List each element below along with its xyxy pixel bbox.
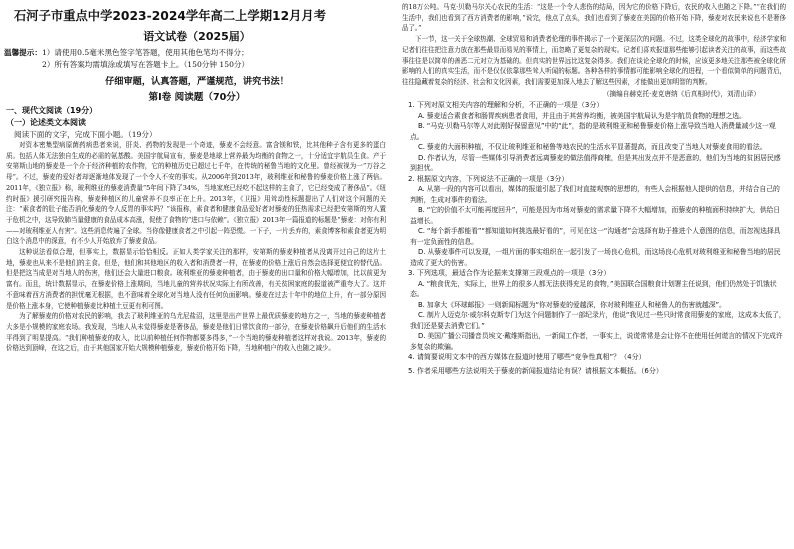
reading-instruction: 阅读下面的文字，完成下面小题。（19分） xyxy=(14,130,157,139)
question-3-option-a: A. “粮食优先，实际上，世界上的很多人都无法获得充足的食物，”美国联合国粮食计划署主任说到，他们仍然处于饥饿状态。 xyxy=(410,279,777,299)
passage-source: （摘编自赫克托·麦克唐纳《后真相时代》，刘清山译） xyxy=(602,89,760,98)
notice-motto: 仔细审题，认真答题，严谨规范，讲究书法！ xyxy=(105,76,289,87)
exam-title: 石河子市重点中学2023-2024学年高二上学期12月月考 xyxy=(14,9,327,23)
question-2-option-c: C. “每个新手都能看”“都知道如何挑选最好看的”，可见在这一“沟通者”会选择有助于推进个人意图的信息，而忽视选择具有一定负面性的信息。 xyxy=(410,227,781,246)
question-2-stem: 2. 根据原文内容，下列说法不正确的一项是（3分） xyxy=(408,174,569,183)
question-1-option-c: C. 藜麦的大面积种植，不仅让玻利维亚和秘鲁等地农民的生活水平显著提高，而且改变了当地人对藜麦食用的看法。 xyxy=(418,143,767,152)
question-3-stem: 3. 下列选项，最适合作为论据来支撑第三段观点的一项是（3分） xyxy=(408,269,611,278)
question-1-stem: 1. 下列对原文相关内容的理解和分析，不正确的一项是（3分） xyxy=(408,101,604,110)
question-1-option-a: A. 藜麦适合素食者和肠胃疾病患者食用，并且由于其营养均衡，被美国宇航局认为是宇航员食物的理想之选。 xyxy=(418,111,746,120)
notice-label: 温馨提示： xyxy=(4,48,42,57)
passage-paragraph: 下一节，这一关于全球热潮、全球贸易和消费者伦理的事件揭示了一个更深层次的问题。不过，这类全球化的故事中，经济学家和记者们往往把注意力放在那些最显而易见的事情上，而忽略了更复杂的现实。记者们喜欢报道那些能够引起读者关注的故事，而这些故事往往是以简单的善恶二元对立为基础的。但真实的世界远比这复杂得多。我们在谈论全球化的时候，应该更多地关注那些被全球化所影响的人们的真实生活，而不是仅仅依靠那些耸人听闻的标题。各种各样的事情都可能影响全球化的进程，一个看似简单的问题背后，往往隐藏着复杂的经济、社会和文化因素，我们需要更加深入地去了解这些因素，才能做出更加明智的判断。 xyxy=(402,35,786,86)
question-4-stem: 4. 请简要说明文本中的西方媒体在报道时使用了哪些“竞争性真相”？（4分） xyxy=(408,353,646,362)
question-2-option-b: B. “它的价值不太可能再度回升”，可能是因为市场对藜麦的需求量下降不大幅增加，而藜麦的种植面积持续扩大，供给日益增长。 xyxy=(410,206,781,225)
question-5-stem: 5. 作者采用哪些方法说明关于藜麦的新闻报道结论有误？请根据文本概括。（6分） xyxy=(408,366,663,375)
part-heading: 一、现代文阅读（19分） xyxy=(6,106,98,115)
question-3-option-b: B. 加拿大《环球邮报》一则新闻标题为“你对藜麦的爱越深，你对玻利维亚人和秘鲁人的伤害就越深”。 xyxy=(418,300,726,309)
passage-paragraph: 这种说法看似合理，但事实上，数据显示恰恰相反。正如人类学家关注的那样，安第斯的藜麦种植者从没离开过自己的这片土地，藜麦也从来不是他们的主食。但是，他们和其他地区的收入者和消费者一样，在藜麦的价格上涨后自然会选择更便宜的替代品。但是把这当成是对当地人的伤害，他们还会大量进口粮食。玻利维亚的藜麦种植者，由于藜麦的出口量和价格大幅增加，比以前更为富有。而且，统计数据显示，在藜麦价格上涨期间，当地儿童的营养状况实际上有所改善，有关贫困家庭的报道被严重夸大了。这并不意味着西方消费者的担忧毫无根据，也不意味着全球化对当地人没有任何负面影响。藜麦在过去十年中的地位上升，有一部分原因是价格上涨本身，它使种植藜麦比种植土豆更有利可图。 xyxy=(6,248,386,310)
question-2-option-a: A. 从第一段的内容可以看出，媒体的报道引起了我们对直接观察的思想的，有些人会根据他人提供的信息，并结合自己的判断，生成对事件的看法。 xyxy=(410,185,780,204)
question-2-option-d: D. 从藜麦事件可以发现，一组片面的事实组织在一起引发了一场良心危机，而这场良心危机对玻利维亚和秘鲁当地的居民造成了更大的伤害。 xyxy=(410,248,781,267)
right-column xyxy=(400,0,790,549)
left-column xyxy=(0,0,394,549)
question-3-option-c: C. 制片人迈克尔·威尔科克斯专门为这个问题制作了一部纪录片，他说“我见过一些只时常食用藜麦的家庭，这成本太低了，我们还是要去消费它们。” xyxy=(410,311,786,330)
passage-paragraph: 对资本密集型病原菌药病患者来说，肝炎、药物的发现是一个奇迹，藜麦不会经意。富含镁和铁，比其他种子含有更多的蛋白质。包括人体无法独自生成的必需的氨基酸。美国宇航局宣布，藜麦是地球上营养最为均衡的食物之一，十分适宜宇航员生食。产于安第斯山地的藜麦是一个介于经济种植的农作物，它的种植历史已超过七千年，在传统的秘鲁当地的文化里。曾经被视为一“万谷之母”。不过，藜麦的爱好者却逐渐地体发现了一个令人不安的事实。从2006年到2013年，玻利维亚和秘鲁的藜麦价格上涨了两倍。2011年，《独立报》称，玻利维亚的藜麦消费量“5年间下降了34%，当地家庭已经吃不起这样的主食了，它已经变成了奢侈品”。《纽约时报》援引研究报告称，藜麦种植区的儿童营养不良率正在上升。2013年，《卫报》用耸动性标题提出了人们对这个问题的关注：“素食者的肚子能否消化藜麦的令人反胃的事实吗？”该报称，素食者和健康食品爱好者对藜麦的狂热需求已经把安第斯的穷人置于危机之中，这导致肺当量健康的食品成本高涨，促使了食物的“进口与依赖”。《独立报》2013年一篇报道的标题是“藜麦：对你有利——对玻利维亚人有害”。这些消息传遍了全球。当你像健康食者之中引起一阵恐慌。一下子，一片丢弃的，素食博客和素食者更为明白这个消息中的深意，有不少人开始放弃了藜麦食品。 xyxy=(6,141,386,246)
exam-subtitle: 语文试卷（2025届） xyxy=(143,30,251,43)
subpart-heading: （一）论述类文本阅读 xyxy=(6,118,86,127)
question-1-option-b: B. “马克·贝勒马尔等人对此刚好保留意见”中的“此”，指的是玻利维亚和秘鲁藜麦价格上涨导致当地人消费量减少这一观点。 xyxy=(410,122,776,141)
notice-line-1 xyxy=(4,47,386,59)
notice-line-2: 2）所有答案均需填涂或填写在答题卡上。（150分钟 150分） xyxy=(42,60,250,69)
question-3-option-d: D. 美国广播公司播音员埃文·戴维斯指出，一新闻工作者，一事实上，说谎常常是会让你不在使用任何谎言的情况下完成许多复杂的欺骗。 xyxy=(410,332,783,351)
passage-paragraph: 的18万公吨。马克·贝勒马尔关心农民的生活：“这是一个令人悲伤的结局，因为它的价格下降后，农民的收入也随之下降。”“在我们的生活中，我们也看到了西方消费者的影响，”说完，他点了点头，我们也看到了藜麦在美国的价格开始下降，藜麦对农民来说也不是奢侈品了。” xyxy=(402,3,786,33)
question-1-option-d: D. 作者认为，尽管一些媒体引导消费者远离藜麦的做法值得商榷，但是其出发点并不是恶意的，他们为当地的贫困居民感到担忧。 xyxy=(410,153,781,173)
notice-text-1: 1）请使用0.5毫米黑色签字笔答题，使用其他色笔均不得分； xyxy=(41,48,249,57)
section-heading: 第Ⅰ卷 阅读题（70分） xyxy=(148,92,246,103)
passage-paragraph: 为了解藜麦的价格对农民的影响，我去了玻利维亚的乌尤尼盐沼，这里是出产世界上最优质藜麦的地方之一，当地的藜麦种植者大多是小规模的家庭农场。我发现，当地人从未觉得藜麦是奢侈品，藜麦是他们日常饮食的一部分，在藜麦价格飙升后他们的生活水平得到了明显提高。“我们种植藜麦的收入，比以前种植任何作物都要多得多，”一个当地的藜麦种植者这样对我说。2013年，藜麦的价格达到顶峰，在这之后，由于其他国家开始大规模种植藜麦，藜麦价格开始下降，当地种植户的收入也随之减少。 xyxy=(6,312,386,353)
